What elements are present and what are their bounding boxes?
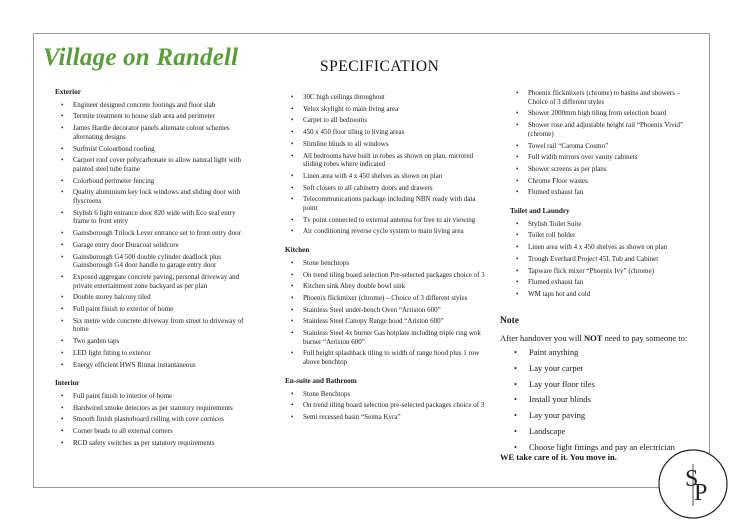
column-left [55,88,247,458]
spec-item: • On trend tiling board selection Pre-selected packages choice of 3 [285,271,485,280]
section-heading: Kitchen [285,246,310,255]
spec-item: • Kitchen sink Abey double bowl sink [285,282,485,291]
note-intro [500,333,687,343]
note-item: • Lay your floor tiles [513,378,675,394]
spec-heading: SPECIFICATION [320,58,440,75]
note-intro-bold: NOT [584,333,603,343]
spec-item: • Telecommunications package including NBN ready with data point [285,195,485,212]
tagline: WE take care of it. You move in. [500,452,617,462]
note-item: • Landscape [513,425,675,441]
spec-item: • Towel rail “Caroma Cosmo” [510,142,698,151]
note-intro-after: need to pay someone to: [602,333,688,343]
spec-item: • Shower 2000mm high tiling from selection board [510,109,698,118]
spec-item: • Air conditioning reverse cycle system to main living area [285,227,485,236]
section-heading: En-suite and Bathroom [285,376,357,385]
spec-item: • Trough Everhard Project 45L Tub and Cabinet [510,255,698,264]
spec-item: • Stainless Steel Canopy Range hood “Ariston 600” [285,317,485,326]
spec-item: • Stainless Steel 4x burner Gas hotplate including triple ring wok burner “Arriston 600” [285,329,485,346]
spec-item: • Stylish 6 light entrance door 820 wide with Eco seal entry frame to front entry [55,209,247,226]
spec-item: • Stylish Toilet Suite [510,220,698,229]
logo-letter-s: S [685,466,699,492]
note-item: • Lay your carpet [513,362,675,378]
spec-item: • All bedrooms have built in robes as shown on plan, mirrored sliding robes where indicated [285,152,485,169]
spec-item: • Carpet to all bedrooms [285,116,485,125]
section-heading: Exterior [55,88,81,96]
spec-item: • Double storey balcony tiled [55,293,247,302]
spec-item: • Shower screens as per plans [510,165,698,174]
spec-item: • Linen area with 4 x 450 shelves as shown on plan [285,172,485,181]
spec-item: • Exposed aggregate concrete paving, personal driveway and private entertainment zone backyard as per plan [55,273,247,290]
brand-logo [657,448,729,520]
spec-item: • Linen area with 4 x 450 shelves as shown on plan [510,243,698,252]
spec-item: • Velux skylight to main living area [285,105,485,114]
note-title: Note [500,316,519,326]
spec-item: • Stone Benchtops [285,390,485,399]
spec-item: • James Hardie decorator panels alternate colour schemes alternating designs [55,124,247,141]
spec-item: • Full paint finish to exterior of home [55,305,247,314]
note-item: • Paint anything [513,346,675,362]
note-item: • Choose light fittings and pay an electrician [513,441,675,457]
spec-list [285,390,485,422]
spec-item: • Stainless Steel under-bench Oven “Arriston 600” [285,306,485,315]
spec-item: • Slimline blinds to all windows [285,140,485,149]
spec-item: • Gainsborough G4 500 double cylinder deadlock plus Gainsborough G4 door handle to garage entry door [55,253,247,270]
spec-item: • Flumed exhaust fan [510,278,698,287]
page-title: Village on Randell [43,44,239,71]
spec-item: • Gainsborough Trilock Lever entrance set to front entry door [55,229,247,238]
spec-item: • Stone benchtops [285,259,485,268]
spec-item: • Hardwired smoke detectors as per statutory requirements [55,404,247,413]
spec-list [55,392,247,448]
spec-item: • Two garden taps [55,337,247,346]
spec-list [510,220,698,299]
spec-item: • Soft closers to all cabinetry doors and drawers [285,184,485,193]
spec-item: • Phoenix flickmixer (chrome) – Choice of 3 different styles [285,294,485,303]
spec-item: • Quality aluminium key lock windows and sliding door with flyscreens [55,188,247,205]
spec-item: • LED light fitting to exterior [55,349,247,358]
spec-item: • Smooth finish plasterboard ceiling with cove cornices [55,415,247,424]
spec-list [55,101,247,370]
section-heading: Toilet and Laundry [510,207,570,216]
spec-list [285,259,485,367]
spec-item: • Six metre wide concrete driveway from street to driveway of home [55,317,247,334]
spec-item: • Chrome Floor wastes [510,177,698,186]
note-intro-before: After handover you will [500,333,585,343]
spec-list [285,93,485,236]
spec-item: • Phoenix flickmixers (chrome) to basins and showers – Choice of 3 different styles [510,89,698,106]
spec-item: • Garage entry door Duracoat solidcore [55,241,247,250]
spec-item: • Corner beads to all external corners [55,427,247,436]
note-list [513,346,675,457]
spec-item: • Engineer designed concrete footings and floor slab [55,101,247,110]
spec-item: • Flumed exhaust fan [510,188,698,197]
logo-letter-p: P [694,480,708,506]
spec-item: • Tv point connected to external antenna for free to air viewing [285,216,485,225]
spec-item: • Surfmist Colourbond roofing [55,145,247,154]
spec-item: • Shower rose and adjustable height rail “Phoenix Vivid” (chrome) [510,121,698,138]
section-heading: Interior [55,379,80,388]
spec-item: • Carport roof cover polycarbonate to allow natural light with painted steel tube frame [55,156,247,173]
spec-list [510,89,698,197]
spec-item: • Toilet roll holder [510,231,698,240]
spec-item: • Full width mirrors over vanity cabinets [510,153,698,162]
spec-item: • Full height splashback tiling to width of range hood plus 1 row above benchtop [285,349,485,366]
column-right [510,89,698,309]
spec-item: • On trend tiling board selection pre-selected packages choice of 3 [285,401,485,410]
note-item: • Lay your paving [513,409,675,425]
spec-item: • Energy efficient HWS Rinnai instantaneous [55,361,247,370]
spec-item: • 450 x 450 floor tiling to living areas [285,128,485,137]
column-middle [285,93,485,432]
spec-item: • Tapware flick mixer “Phoenix Ivy” (chrome) [510,267,698,276]
spec-item: • Full paint finish to interior of home [55,392,247,401]
spec-item: • 30C high ceilings throughout [285,93,485,102]
spec-item: • RCD safety switches as per statutory requirements [55,439,247,448]
spec-item: • Termite treatment to house slab area and perimeter [55,112,247,121]
spec-item: • WM taps hot and cold [510,290,698,299]
spec-item: • Semi recessed basin “Seima Kyra” [285,413,485,422]
spec-item: • Colorbond perimeter fencing [55,177,247,186]
note-item: • Install your blinds [513,393,675,409]
